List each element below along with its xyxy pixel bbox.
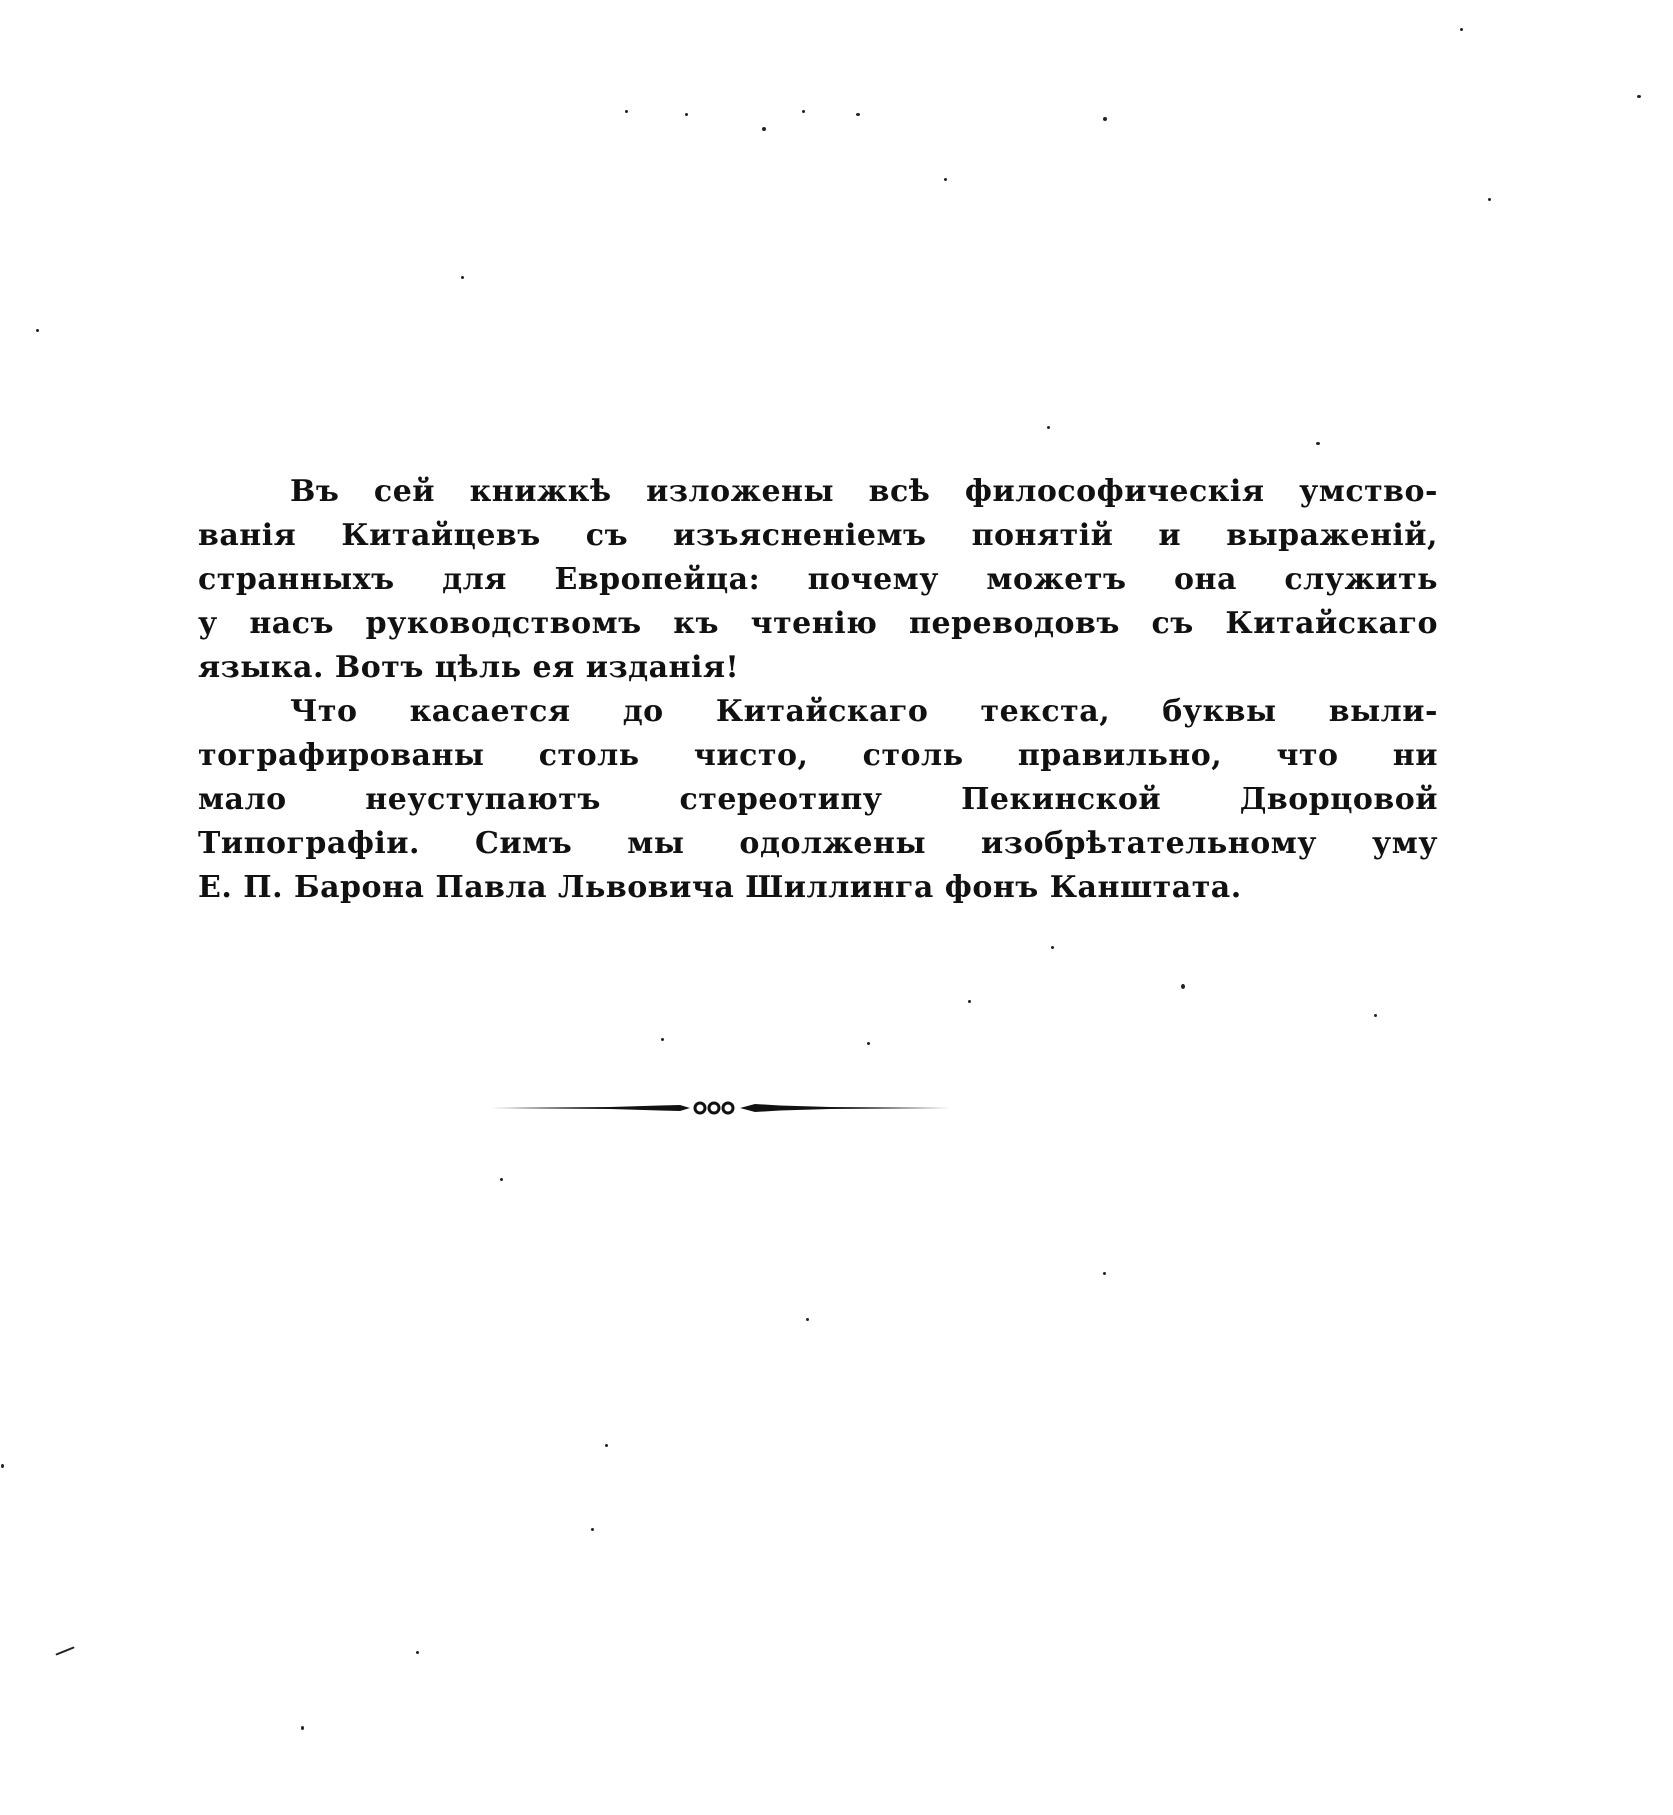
scan-speck [1,1464,4,1468]
body-text [198,470,1438,910]
paragraph-1-line-5: языка. Вотъ цѣль ея изданія! [198,650,740,685]
scan-speck [500,1178,503,1181]
scan-speck [685,113,688,116]
paragraph-1-line-1: Въ сей книжкѣ изложены всѣ философическія умство- [290,474,1438,509]
scan-speck [36,329,39,332]
scan-speck [1051,946,1054,949]
paragraph-2-line-5: Е. П. Барона Павла Львовича Шиллинга фонъ Канштата. [198,870,1242,905]
scan-speck [1047,426,1050,429]
scan-speck [762,127,766,131]
scan-speck [1374,1014,1377,1017]
scan-speck [1181,984,1185,989]
scan-speck [625,110,628,113]
scan-speck [301,1726,304,1730]
scan-speck [661,1038,664,1041]
scan-speck [806,1318,809,1321]
scan-speck [867,1042,870,1045]
scan-speck [1103,117,1107,121]
paragraph-1-line-4: у насъ руководствомъ къ чтенію переводовъ съ Китайскаго [198,606,1438,641]
paragraph-2-line-3: мало неуступаютъ стереотипу Пекинской Дворцовой [198,782,1438,817]
scan-speck [1316,442,1320,445]
scan-speck [591,1528,594,1531]
scan-speck [1460,28,1463,31]
scan-speck [1103,1272,1106,1275]
scan-speck [605,1444,608,1447]
scan-speck [1637,95,1641,98]
scan-speck [968,1000,971,1003]
paragraph-2-line-1: Что касается до Китайскаго текста, буквы выли- [290,694,1438,729]
paragraph-1-line-3: странныхъ для Европейца: почему можетъ она служить [198,562,1438,597]
scan-speck [416,1651,419,1654]
paragraph-2-line-4: Типографіи. Симъ мы одолжены изобрѣтательному уму [198,826,1438,861]
scan-speck [944,178,947,181]
paragraph-1-line-2: ванія Китайцевъ съ изъясненіемъ понятій и выраженій, [198,518,1438,553]
rule-ornament-icon [490,1096,950,1120]
scan-speck [55,1646,74,1655]
scan-speck [461,276,464,279]
scan-speck [802,110,805,113]
scan-speck [1488,198,1491,201]
scan-speck [856,113,860,116]
paragraph-2-line-2: тографированы столь чисто, столь правильно, что ни [198,738,1438,773]
